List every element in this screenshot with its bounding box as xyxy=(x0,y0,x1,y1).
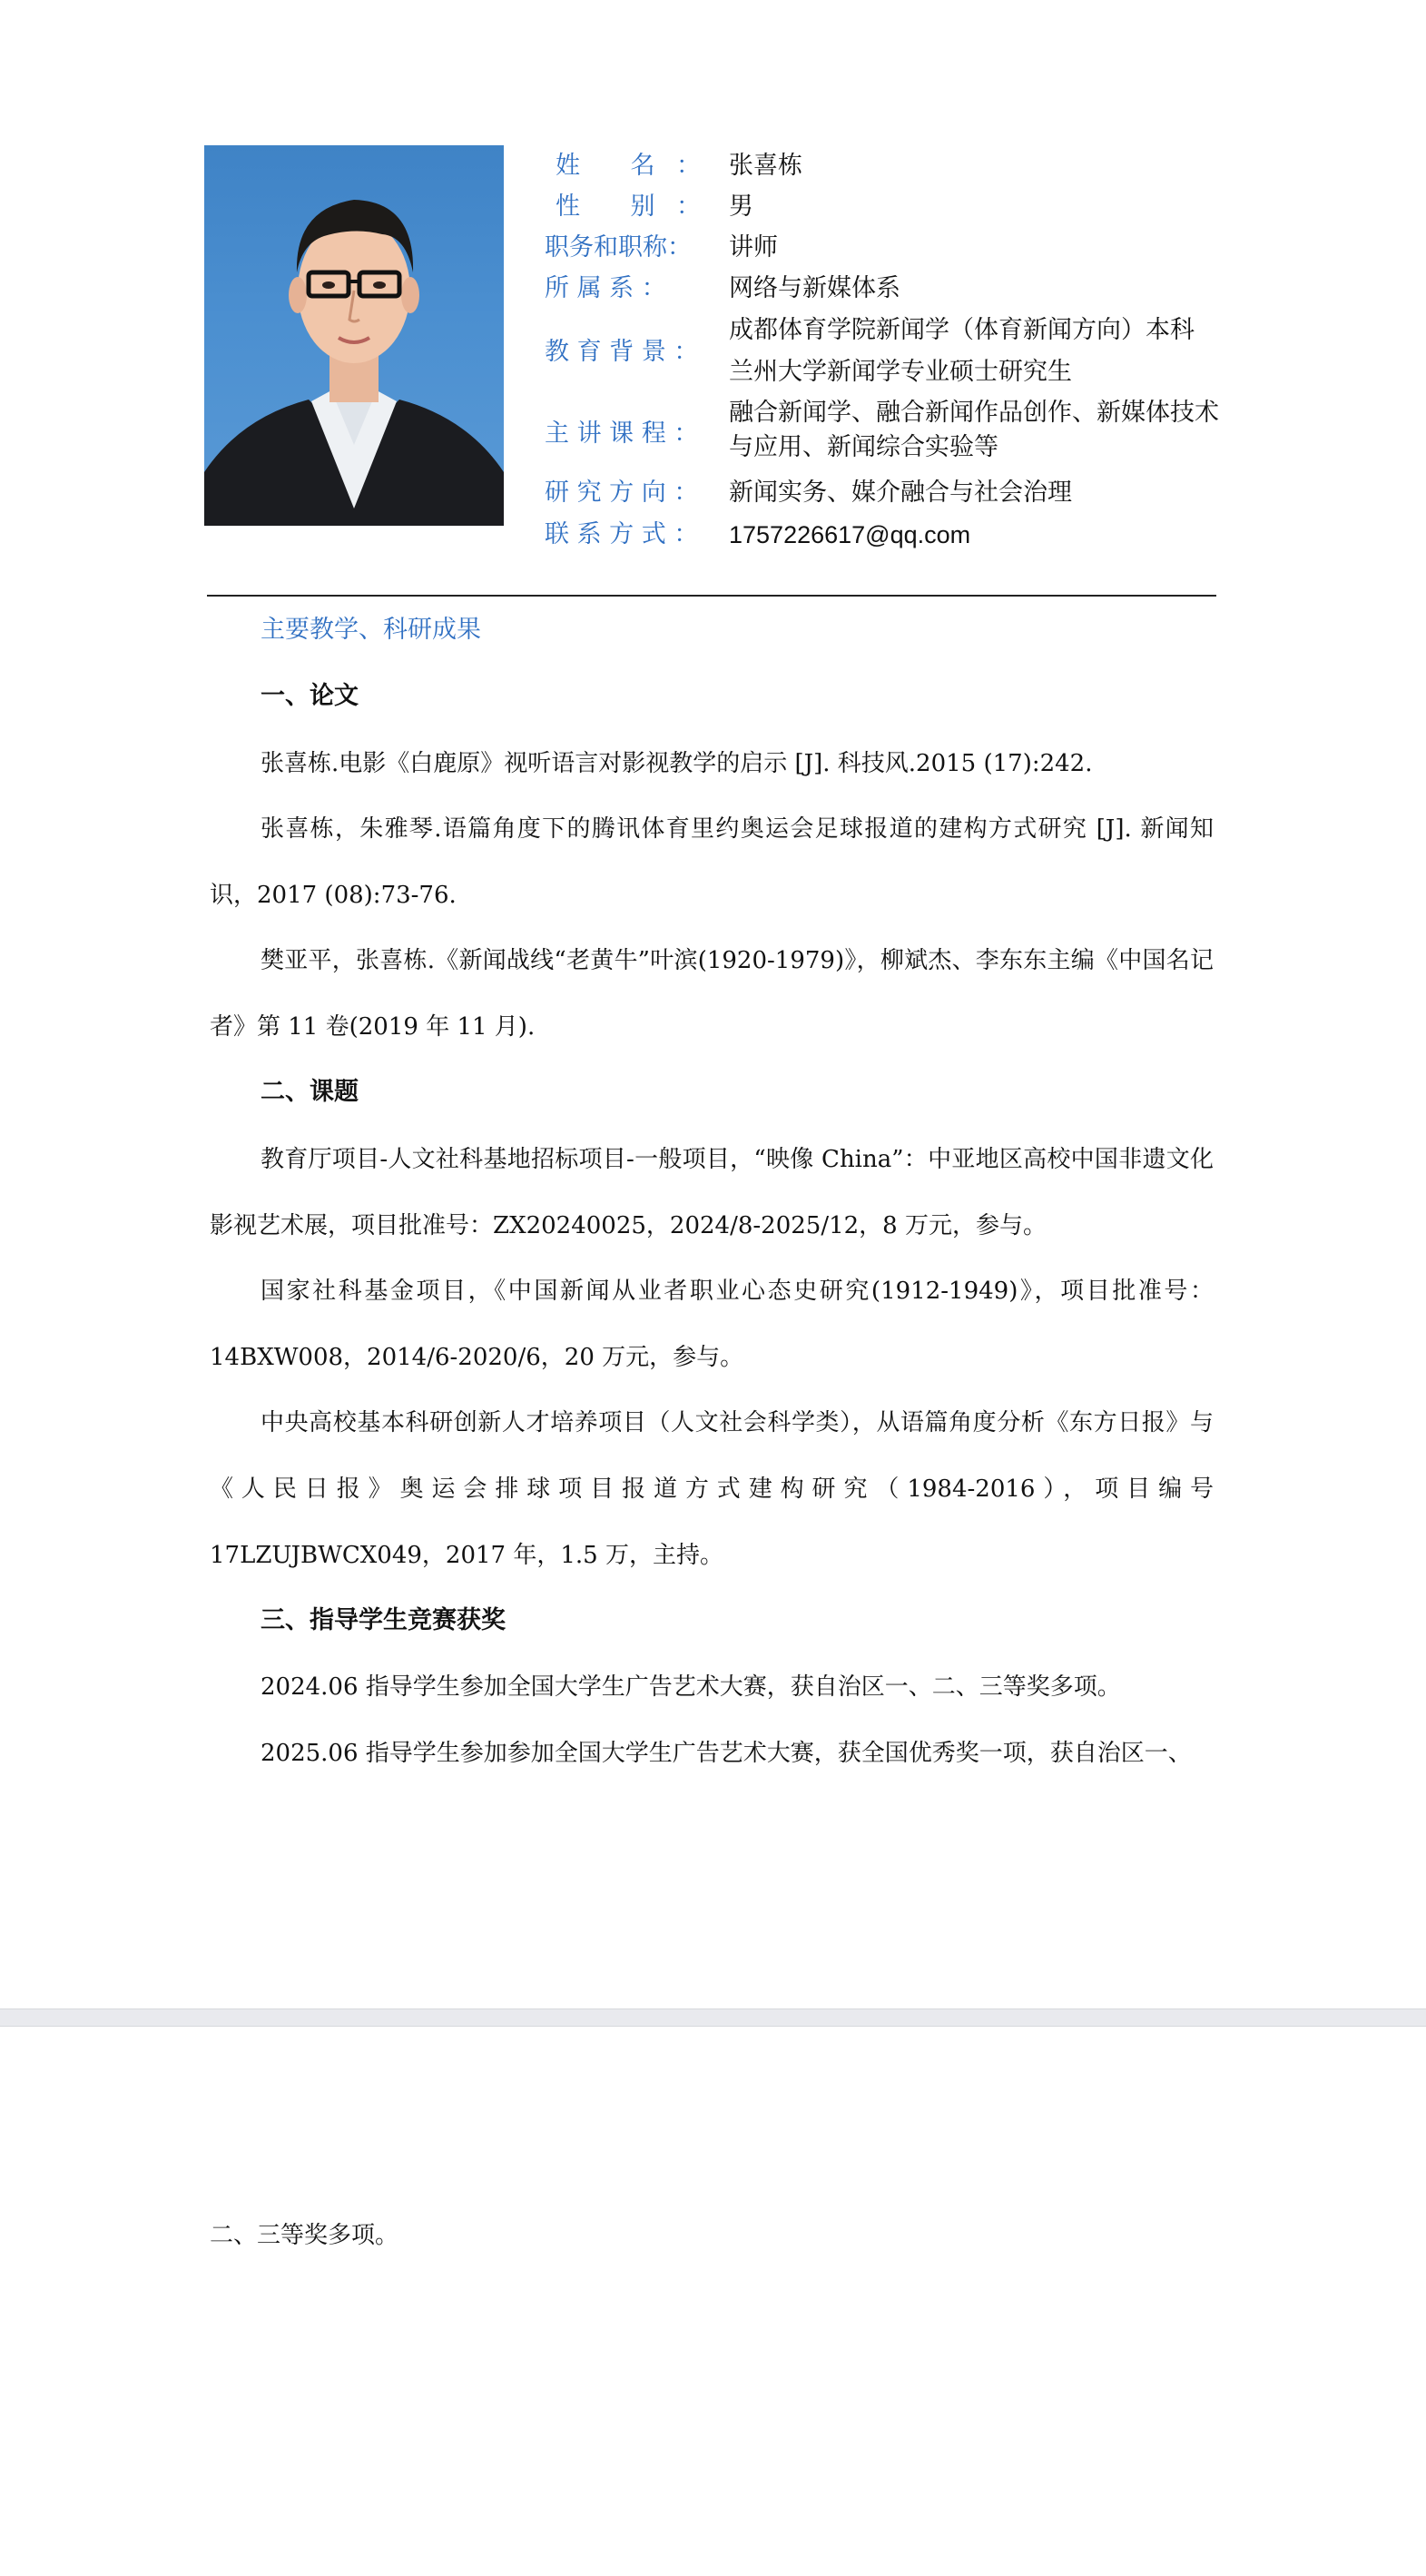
project-item: 教育厅项目-人文社科基地招标项目-一般项目，“映像 China”：中亚地区高校中国非遗文化影视艺术展，项目批准号：ZX20240025，2024/8-2025/12，8 万元，参与。 xyxy=(210,1146,1214,1239)
papers-heading: 一、论文 xyxy=(261,682,359,710)
portrait-illustration xyxy=(204,145,504,526)
achievements-title: 主要教学、科研成果 xyxy=(261,616,481,644)
gender-label: 性 别： xyxy=(556,192,701,221)
project-item: 中央高校基本科研创新人才培养项目（人文社会科学类），从语篇角度分析《东方日报》与《人民日报》奥运会排球项目报道方式建构研究（1984-2016），项目编号 17LZUJBWCX049，2017 年，1.5 万，主持。 xyxy=(210,1409,1214,1569)
paper-item: 张喜栋，朱雅琴.语篇角度下的腾讯体育里约奥运会足球报道的建构方式研究 [J]. 新闻知识，2017 (08):73-76. xyxy=(210,815,1214,909)
award-item: 2025.06 指导学生参加参加全国大学生广告艺术大赛，获全国优秀奖一项，获自治区一、 xyxy=(261,1740,1192,1767)
courses-label: 主 讲 课 程 ： xyxy=(545,419,699,448)
research-label: 研 究 方 向 ： xyxy=(545,479,699,507)
projects-heading: 二、课题 xyxy=(261,1078,359,1106)
awards-heading: 三、指导学生竞赛获奖 xyxy=(261,1606,506,1634)
paper-item: 樊亚平，张喜栋.《新闻战线“老黄牛”叶滨(1920-1979)》，柳斌杰、李东东主编《中国名记者》第 11 卷(2019 年 11 月). xyxy=(210,947,1214,1041)
education-value-line1: 成都体育学院新闻学（体育新闻方向）本科 xyxy=(729,316,1195,344)
paper-item: 张喜栋.电影《白鹿原》视听语言对影视教学的启示 [J]. 科技风.2015 (17):242. xyxy=(261,750,1093,777)
award-item-continued: 二、三等奖多项。 xyxy=(210,2222,399,2249)
contact-value: 1757226617@qq.com xyxy=(729,521,971,548)
title-label: 职务和职称： xyxy=(545,233,692,262)
gender-value: 男 xyxy=(729,192,753,221)
department-label: 所 属 系 ： xyxy=(545,274,666,302)
education-label: 教 育 背 景 ： xyxy=(545,338,699,366)
courses-value: 融合新闻学、融合新闻作品创作、新媒体技术与应用、新闻综合实验等 xyxy=(729,399,1219,461)
document-page-2 xyxy=(0,2027,1426,2576)
name-label: 姓 名： xyxy=(556,152,701,180)
page-break xyxy=(0,2008,1426,2027)
name-value: 张喜栋 xyxy=(729,152,802,180)
education-value-line2: 兰州大学新闻学专业硕士研究生 xyxy=(729,358,1072,386)
research-value: 新闻实务、媒介融合与社会治理 xyxy=(729,479,1072,507)
award-item: 2024.06 指导学生参加全国大学生广告艺术大赛，获自治区一、二、三等奖多项。 xyxy=(261,1673,1121,1701)
project-item: 国家社科基金项目，《中国新闻从业者职业心态史研究(1912-1949)》，项目批准号：14BXW008，2014/6-2020/6，20 万元，参与。 xyxy=(210,1278,1214,1371)
divider-line xyxy=(207,595,1216,597)
title-value: 讲师 xyxy=(729,233,778,262)
department-value: 网络与新媒体系 xyxy=(729,274,900,302)
portrait-photo xyxy=(204,145,504,526)
contact-label: 联 系 方 式 ： xyxy=(545,520,699,548)
